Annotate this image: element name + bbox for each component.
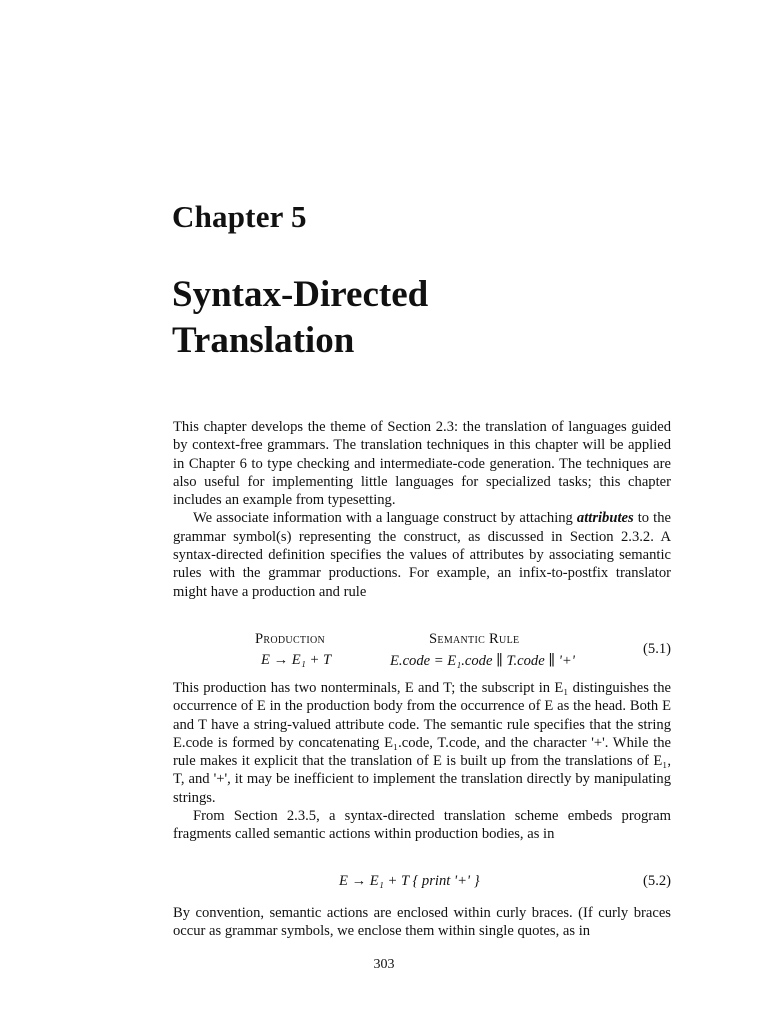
page-number: 303 bbox=[373, 957, 395, 972]
paragraph-2 bbox=[173, 509, 671, 600]
paragraph-2-part-a: We associate information with a language construct by attaching bbox=[193, 510, 577, 527]
production-header: Production bbox=[255, 631, 326, 647]
chapter-title bbox=[172, 272, 692, 364]
semantic-rule-header: Semantic Rule bbox=[429, 631, 520, 647]
semantic-rule-cell: E.code = E₁.code ∥ T.code ∥ '+' bbox=[390, 653, 575, 669]
equation-number-5-1: (5.1) bbox=[643, 641, 671, 657]
production-cell: E → E₁ + T bbox=[261, 652, 332, 668]
body-text-bottom bbox=[173, 904, 671, 941]
body-text-middle bbox=[173, 679, 671, 844]
attributes-term: attributes bbox=[576, 510, 634, 527]
chapter-title-line-2: Translation bbox=[172, 320, 355, 361]
equation-5-2-expression: E → E₁ + T { print '+' } bbox=[339, 873, 480, 889]
paragraph-2-part-b: to the grammar symbol(s) representing the construct, as discussed in Section 2.3.2. A syntax-directed definition specifies the values of attributes by associating semantic rules with the grammar productions. For example, an infix-to-postfix translator might have a production and rule bbox=[173, 510, 671, 600]
chapter-title-line-1: Syntax-Directed bbox=[172, 274, 429, 315]
equation-number-5-2: (5.2) bbox=[643, 873, 671, 889]
chapter-label: Chapter 5 bbox=[172, 199, 307, 234]
production-rule-table bbox=[173, 631, 671, 671]
paragraph-1: This chapter develops the theme of Section 2.3: the translation of languages guided by context-free grammars. The translation techniques in this chapter will be applied in Chapter 6 to type checking and intermediate-code generation. The techniques are also useful for implementing little languages for specialized tasks; this chapter includes an example from typesetting. bbox=[173, 419, 671, 509]
paragraph-4: From Section 2.3.5, a syntax-directed translation scheme embeds program fragments called semantic actions within production bodies, as in bbox=[173, 808, 671, 843]
intro-text bbox=[173, 418, 671, 601]
paragraph-5: By convention, semantic actions are enclosed within curly braces. (If curly braces occur as grammar symbols, we enclose them within single quotes, as in bbox=[173, 905, 671, 940]
paragraph-3: This production has two nonterminals, E and T; the subscript in E₁ distinguishes the occurrence of E in the production body from the occurrence of E as the head. Both E and T have a string-valued attribute code. The semantic rule specifies that the string E.code is formed by concatenating E₁.code, T.code, and the character '+'. While the rule makes it explicit that the translation of E is built up from the translations of E₁, T, and '+', it may be inefficient to implement the translation directly by manipulating strings. bbox=[173, 680, 671, 806]
